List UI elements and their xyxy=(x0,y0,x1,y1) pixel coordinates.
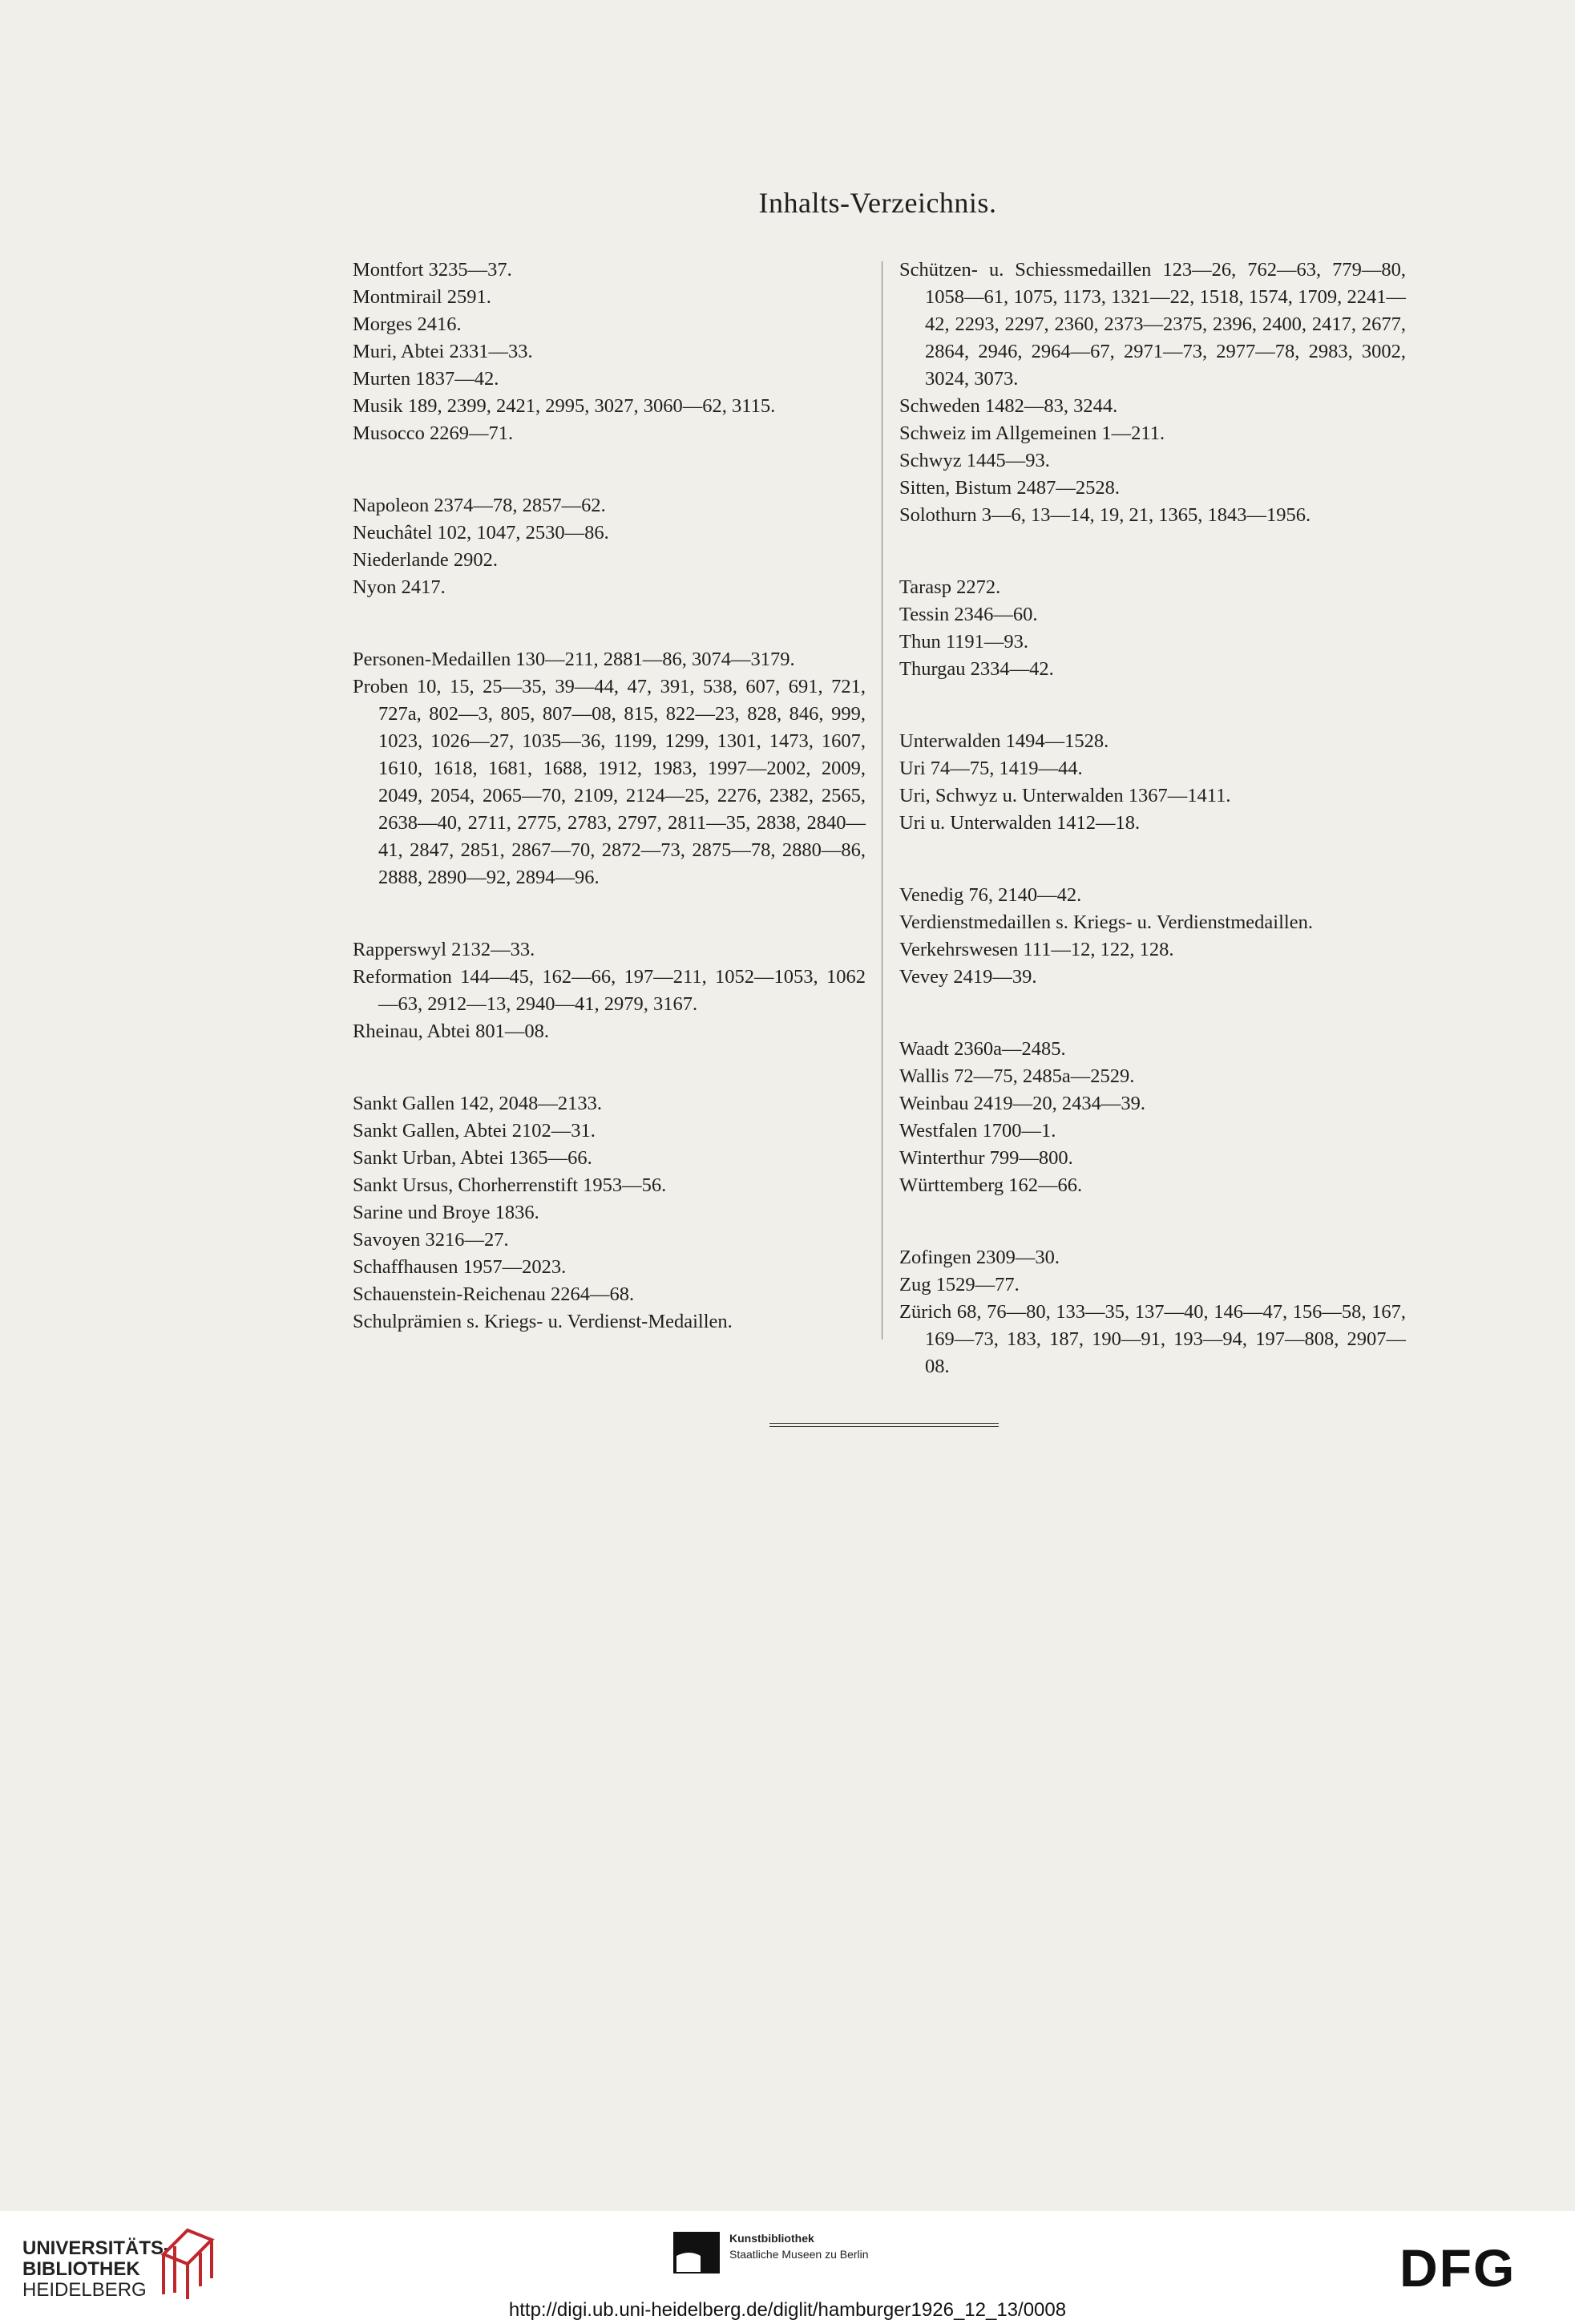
index-entry: Württemberg 162—66. xyxy=(899,1174,1083,1196)
index-entry: Schaffhausen 1957—2023. xyxy=(353,1256,567,1278)
index-entry: Schulprämien s. Kriegs- u. Verdienst-Medaillen. xyxy=(353,1311,733,1332)
index-entry: Sankt Gallen 142, 2048—2133. xyxy=(353,1093,602,1114)
index-entry: Sankt Gallen, Abtei 2102—31. xyxy=(353,1120,596,1142)
index-entry: Sankt Ursus, Chorherrenstift 1953—56. xyxy=(353,1174,667,1196)
index-entry: Neuchâtel 102, 1047, 2530—86. xyxy=(353,522,609,544)
index-entry: Muri, Abtei 2331—33. xyxy=(353,341,533,362)
index-group xyxy=(899,574,1406,683)
index-entry: Rapperswyl 2132—33. xyxy=(353,939,535,960)
index-group xyxy=(899,257,1406,529)
end-rule xyxy=(769,1423,999,1427)
page-title: Inhalts-Verzeichnis. xyxy=(758,187,997,219)
index-entry: Reformation 144—45, 162—66, 197—211, 1052—1053, 1062—63, 2912—13, 2940—41, 2979, 3167. xyxy=(353,966,866,1015)
index-entry: Rheinau, Abtei 801—08. xyxy=(353,1021,549,1042)
ub-line-1: UNIVERSITÄTS- xyxy=(22,2237,171,2259)
index-entry: Montmirail 2591. xyxy=(353,286,491,308)
index-entry: Westfalen 1700—1. xyxy=(899,1120,1056,1142)
index-entry: Nyon 2417. xyxy=(353,576,446,598)
index-entry: Sankt Urban, Abtei 1365—66. xyxy=(353,1147,592,1169)
ub-line-2: BIBLIOTHEK xyxy=(22,2258,140,2280)
right-index-column xyxy=(899,257,1406,1425)
ub-heidelberg-logo-text xyxy=(22,2238,170,2301)
index-entry: Weinbau 2419—20, 2434—39. xyxy=(899,1093,1145,1114)
index-entry: Schweiz im Allgemeinen 1—211. xyxy=(899,422,1165,444)
index-entry: Uri, Schwyz u. Unterwalden 1367—1411. xyxy=(899,785,1231,806)
index-entry: Montfort 3235—37. xyxy=(353,259,512,281)
index-group xyxy=(899,1244,1406,1380)
index-entry: Personen-Medaillen 130—211, 2881—86, 3074—3179. xyxy=(353,649,795,670)
index-group xyxy=(353,492,866,601)
index-entry: Zug 1529—77. xyxy=(899,1274,1020,1295)
index-entry: Sarine und Broye 1836. xyxy=(353,1202,539,1223)
index-entry: Musik 189, 2399, 2421, 2995, 3027, 3060—62, 3115. xyxy=(353,395,776,417)
index-entry: Schwyz 1445—93. xyxy=(899,450,1050,471)
left-index-column xyxy=(353,257,866,1380)
source-url[interactable]: http://digi.ub.uni-heidelberg.de/diglit/hamburger1926_12_13/0008 xyxy=(508,2299,1067,2321)
index-entry: Murten 1837—42. xyxy=(353,368,499,390)
kb-line-2: Staatliche Museen zu Berlin xyxy=(729,2248,869,2261)
ub-line-3: HEIDELBERG xyxy=(22,2279,147,2301)
index-entry: Thurgau 2334—42. xyxy=(899,658,1054,680)
index-entry: Morges 2416. xyxy=(353,313,462,335)
index-group xyxy=(353,646,866,891)
index-entry: Proben 10, 15, 25—35, 39—44, 47, 391, 538, 607, 691, 721, 727a, 802—3, 805, 807—08, 815, 822—23, 828, 846, 999, 1023, 1026—27, 1035—36, 1199, 1299, 1301, 1473, 1607, 1610, 1618, 1681, 1688, 1912, 1983, 1997—2002, 2009, 2049, 2054, 2065—70, 2109, 2124—25, 2276, 2382, 2565, 2638—40, 2711, 2775, 2783, 2797, 2811—35, 2838, 2840—41, 2847, 2851, 2867—70, 2872—73, 2875—78, 2880—86, 2888, 2890—92, 2894—96. xyxy=(353,676,866,888)
kunstbibliothek-logo-icon xyxy=(673,2232,720,2273)
index-entry: Schweden 1482—83, 3244. xyxy=(899,395,1118,417)
ub-heidelberg-logo-icon xyxy=(157,2222,218,2301)
index-entry: Verdienstmedaillen s. Kriegs- u. Verdienstmedaillen. xyxy=(899,911,1313,933)
index-entry: Schauenstein-Reichenau 2264—68. xyxy=(353,1283,635,1305)
index-group xyxy=(899,1036,1406,1199)
kb-line-1: Kunstbibliothek xyxy=(729,2232,814,2245)
index-entry: Vevey 2419—39. xyxy=(899,966,1037,988)
index-entry: Zofingen 2309—30. xyxy=(899,1247,1060,1268)
index-entry: Sitten, Bistum 2487—2528. xyxy=(899,477,1120,499)
footer-bar xyxy=(0,2211,1575,2324)
index-entry: Tarasp 2272. xyxy=(899,576,1001,598)
index-entry: Napoleon 2374—78, 2857—62. xyxy=(353,495,606,516)
index-group xyxy=(353,1090,866,1336)
index-entry: Niederlande 2902. xyxy=(353,549,498,571)
index-entry: Thun 1191—93. xyxy=(899,631,1029,653)
index-entry: Verkehrswesen 111—12, 122, 128. xyxy=(899,939,1174,960)
index-entry: Uri u. Unterwalden 1412—18. xyxy=(899,812,1141,834)
index-entry: Solothurn 3—6, 13—14, 19, 21, 1365, 1843—1956. xyxy=(899,504,1311,526)
index-entry: Schützen- u. Schiessmedaillen 123—26, 762—63, 779—80, 1058—61, 1075, 1173, 1321—22, 1518, 1574, 1709, 2241—42, 2293, 2297, 2360, 2373—2375, 2396, 2400, 2417, 2677, 2864, 2946, 2964—67, 2971—73, 2977—78, 2983, 3002, 3024, 3073. xyxy=(899,259,1406,390)
index-entry: Wallis 72—75, 2485a—2529. xyxy=(899,1065,1135,1087)
dfg-logo xyxy=(1399,2243,1552,2291)
index-entry: Tessin 2346—60. xyxy=(899,604,1038,625)
index-entry: Uri 74—75, 1419—44. xyxy=(899,758,1083,779)
index-entry: Unterwalden 1494—1528. xyxy=(899,730,1109,752)
index-entry: Waadt 2360a—2485. xyxy=(899,1038,1066,1060)
index-group xyxy=(899,728,1406,837)
index-group xyxy=(353,257,866,447)
dfg-logo-text: DFG xyxy=(1399,2243,1516,2291)
index-entry: Musocco 2269—71. xyxy=(353,422,514,444)
index-entry: Winterthur 799—800. xyxy=(899,1147,1073,1169)
index-group xyxy=(353,936,866,1045)
kunstbibliothek-text xyxy=(729,2230,869,2262)
index-entry: Venedig 76, 2140—42. xyxy=(899,884,1082,906)
index-group xyxy=(899,882,1406,991)
index-entry: Zürich 68, 76—80, 133—35, 137—40, 146—47, 156—58, 167, 169—73, 183, 187, 190—91, 193—94, 197—808, 2907—08. xyxy=(899,1301,1406,1377)
index-entry: Savoyen 3216—27. xyxy=(353,1229,509,1251)
